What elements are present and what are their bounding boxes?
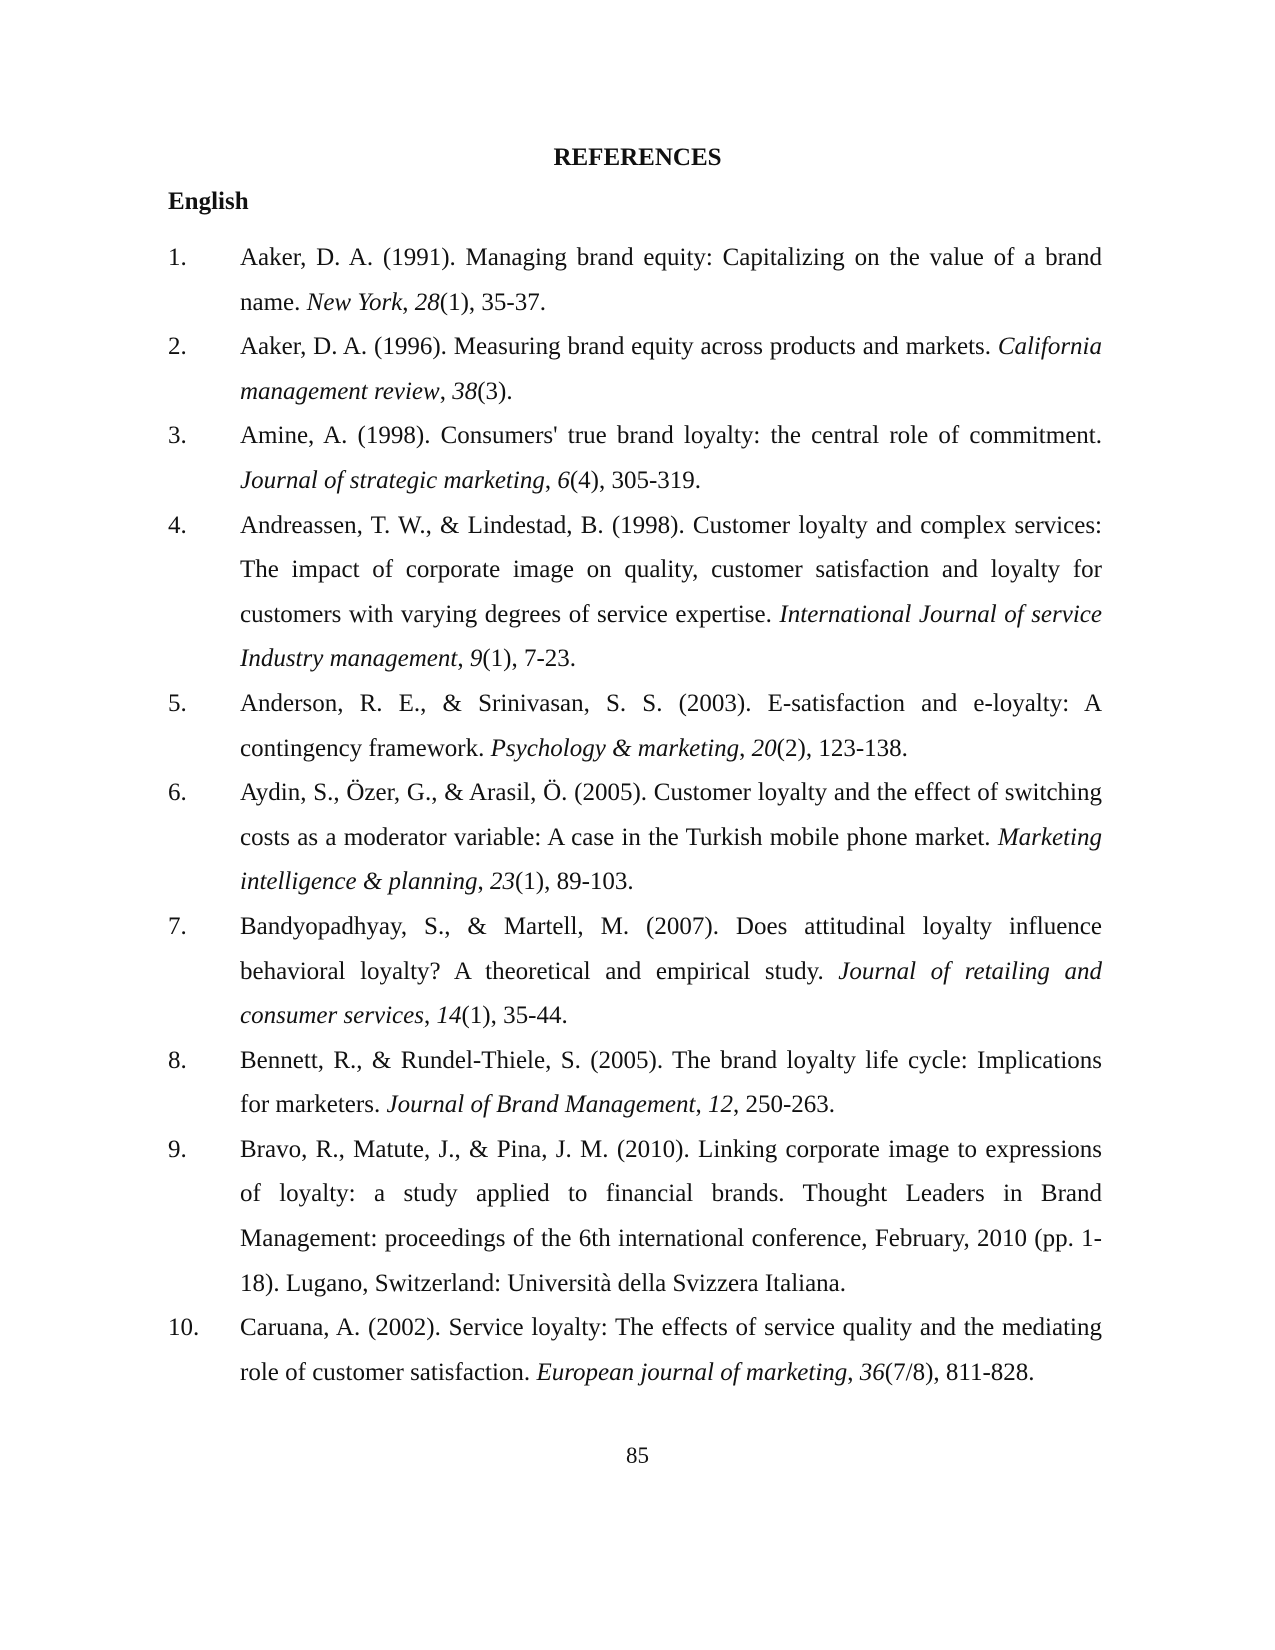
reference-journal: Journal of strategic marketing <box>240 466 545 494</box>
reference-item: 5. Anderson, R. E., & Srinivasan, S. S. (2003). E-satisfaction and e-loyalty: A contingency framework. Psychology & marketing, 20(2), 123-138. <box>168 682 1102 771</box>
reference-text: Aaker, D. A. (1996). Measuring brand equity across products and markets. <box>240 333 998 361</box>
reference-text: Andreassen, T. W., & Lindestad, B. (1998). Customer loyalty and complex services: The impact of corporate image on quality, customer satisfaction and loyalty for customers with varying degrees of service expertise. <box>240 511 1102 628</box>
reference-volume: 36 <box>859 1358 885 1386</box>
reference-pages: (1), 7-23. <box>482 645 577 673</box>
reference-journal: European journal of marketing <box>536 1358 848 1386</box>
reference-item: 3. Amine, A. (1998). Consumers' true brand loyalty: the central role of commitment. Journal of strategic marketing, 6(4), 305-319. <box>168 414 1102 503</box>
reference-item: 1. Aaker, D. A. (1991). Managing brand equity: Capitalizing on the value of a brand name. New York, 28(1), 35-37. <box>168 236 1102 325</box>
reference-volume: 20 <box>751 734 777 762</box>
reference-number: 9. <box>168 1135 187 1163</box>
reference-pages: (3). <box>477 377 513 405</box>
reference-item: 7. Bandyopadhyay, S., & Martell, M. (2007). Does attitudinal loyalty influence behavioral loyalty? A theoretical and empirical study. Journal of retailing and consumer services, 14(1), 35-44. <box>168 905 1102 1039</box>
reference-text: Bravo, R., Matute, J., & Pina, J. M. (2010). Linking corporate image to expressions of loyalty: a study applied to financial brands. Thought Leaders in Brand Management: proceedings of the 6th international conference, February, 2010 (pp. 1-18). Lugano, Switzerland: Università della Svizzera Italiana. <box>240 1135 1102 1297</box>
reference-text: Anderson, R. E., & Srinivasan, S. S. (2003). E-satisfaction and e-loyalty: A contingency framework. <box>240 689 1102 762</box>
page-title: REFERENCES <box>553 144 722 171</box>
reference-volume: 9 <box>469 645 483 673</box>
reference-text: Aaker, D. A. (1991). Managing brand equity: Capitalizing on the value of a brand name. <box>240 244 1102 316</box>
reference-item: 6. Aydin, S., Özer, G., & Arasil, Ö. (2005). Customer loyalty and the effect of switching costs as a moderator variable: A case in the Turkish mobile phone market. Marketing intelligence & planning, 23(1), 89-103. <box>168 771 1102 905</box>
reference-item <box>168 1128 1102 1306</box>
reference-text: Bennett, R., & Rundel-Thiele, S. (2005). The brand loyalty life cycle: Implications for marketers. <box>240 1046 1102 1119</box>
reference-number: 1. <box>168 244 187 271</box>
reference-number: 5. <box>168 689 187 717</box>
page-number: 85 <box>626 1443 649 1468</box>
reference-number: 2. <box>168 333 187 361</box>
reference-pages: , 250-263. <box>732 1091 836 1119</box>
reference-pages: (4), 305-319. <box>569 466 702 494</box>
reference-text: Caruana, A. (2002). Service loyalty: The effects of service quality and the mediating role of customer satisfaction. <box>240 1314 1102 1386</box>
reference-pages: (7/8), 811-828. <box>884 1358 1035 1386</box>
reference-list <box>168 236 1102 1395</box>
reference-volume: 6 <box>557 466 570 494</box>
reference-journal: Psychology & marketing <box>490 734 740 762</box>
section-heading: English <box>168 188 249 215</box>
reference-volume: 38 <box>452 377 478 405</box>
reference-item: 2. Aaker, D. A. (1996). Measuring brand equity across products and markets. California management review, 38(3). <box>168 325 1102 414</box>
reference-journal: Journal of Brand Management <box>386 1091 696 1119</box>
reference-number: 8. <box>168 1046 187 1074</box>
reference-pages: (1), 35-37. <box>439 288 547 316</box>
reference-volume: 12 <box>707 1091 733 1119</box>
reference-journal: Journal of retailing and consumer services <box>240 957 1102 1030</box>
reference-text: Bandyopadhyay, S., & Martell, M. (2007). Does attitudinal loyalty influence behavioral loyalty? A theoretical and empirical study. <box>240 912 1102 985</box>
reference-item: 8. Bennett, R., & Rundel-Thiele, S. (2005). The brand loyalty life cycle: Implications for marketers. Journal of Brand Management, 12, 250-263. <box>168 1039 1102 1128</box>
reference-item: 4. Andreassen, T. W., & Lindestad, B. (1998). Customer loyalty and complex services: The impact of corporate image on quality, customer satisfaction and loyalty for customers with varying degrees of service expertise. International Journal of service Industry management, 9(1), 7-23. <box>168 504 1102 682</box>
reference-pages: (2), 123-138. <box>776 734 908 762</box>
reference-number: 3. <box>168 422 187 450</box>
reference-number: 4. <box>168 511 187 539</box>
reference-journal: New York <box>306 288 403 316</box>
reference-journal: Marketing intelligence & planning <box>240 823 1102 896</box>
reference-journal: California management review <box>240 333 1102 405</box>
reference-text: Amine, A. (1998). Consumers' true brand loyalty: the central role of commitment. <box>240 422 1102 450</box>
reference-volume: 14 <box>436 1002 462 1030</box>
reference-pages: (1), 35-44. <box>461 1002 568 1030</box>
reference-journal: International Journal of service Industry management <box>240 600 1102 673</box>
reference-number: 6. <box>168 779 187 807</box>
reference-item: 10. Caruana, A. (2002). Service loyalty: The effects of service quality and the mediating role of customer satisfaction. European journal of marketing, 36(7/8), 811-828. <box>168 1306 1102 1395</box>
reference-pages: (1), 89-103. <box>514 868 634 896</box>
reference-volume: 23 <box>489 868 515 896</box>
reference-volume: 28 <box>414 288 440 316</box>
reference-number: 10. <box>168 1314 200 1342</box>
reference-text: Aydin, S., Özer, G., & Arasil, Ö. (2005). Customer loyalty and the effect of switching costs as a moderator variable: A case in the Turkish mobile phone market. <box>240 779 1102 851</box>
reference-number: 7. <box>168 912 187 940</box>
